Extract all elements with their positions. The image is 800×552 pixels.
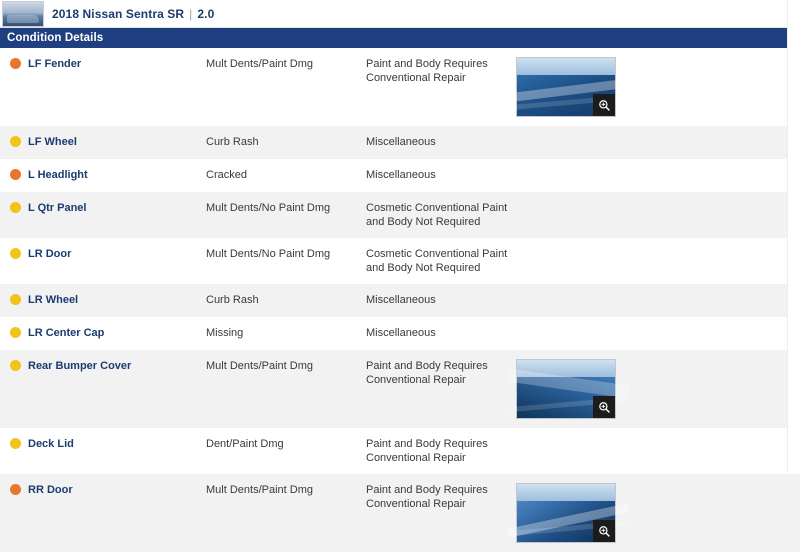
- repair-cell: [366, 284, 516, 317]
- part-cell: [28, 428, 206, 474]
- part-name-label: LR Center Cap: [28, 327, 105, 339]
- page-title: [52, 7, 214, 21]
- severity-cell: [0, 126, 28, 159]
- part-name-label: LR Door: [28, 248, 72, 260]
- severity-cell: [0, 159, 28, 192]
- damage-photo[interactable]: [516, 483, 616, 543]
- vehicle-header: [0, 0, 800, 28]
- table-row: [0, 350, 800, 428]
- damage-cell: [206, 350, 366, 428]
- damage-label: Mult Dents/Paint Dmg: [206, 58, 313, 70]
- table-row: [0, 192, 800, 238]
- condition-details-rows: [0, 48, 800, 552]
- repair-cell: [366, 48, 516, 126]
- part-name-label: LF Wheel: [28, 136, 77, 148]
- severity-cell: [0, 192, 28, 238]
- repair-label: Paint and Body Requires Conventional Repair: [366, 360, 488, 386]
- damage-photo[interactable]: [516, 359, 616, 419]
- table-row: [0, 238, 800, 284]
- severity-cell: [0, 48, 28, 126]
- part-cell: [28, 284, 206, 317]
- part-name-label: L Qtr Panel: [28, 202, 87, 214]
- severity-cell: [0, 428, 28, 474]
- photo-cell: [516, 350, 800, 428]
- severity-dot-icon: [10, 58, 21, 69]
- part-cell: [28, 474, 206, 552]
- photo-cell: [516, 284, 800, 317]
- part-cell: [28, 238, 206, 284]
- damage-label: Dent/Paint Dmg: [206, 438, 284, 450]
- severity-dot-icon: [10, 294, 21, 305]
- damage-cell: [206, 238, 366, 284]
- vehicle-trim-text: 2.0: [197, 6, 215, 21]
- photo-cell: [516, 428, 800, 474]
- severity-dot-icon: [10, 248, 21, 259]
- repair-cell: [366, 474, 516, 552]
- damage-cell: [206, 192, 366, 238]
- part-name-label: Rear Bumper Cover: [28, 360, 132, 372]
- magnifier-icon[interactable]: [593, 396, 615, 418]
- photo-cell: [516, 192, 800, 238]
- part-cell: [28, 317, 206, 350]
- damage-cell: [206, 284, 366, 317]
- damage-label: Mult Dents/No Paint Dmg: [206, 202, 331, 214]
- damage-label: Curb Rash: [206, 294, 259, 306]
- photo-cell: [516, 474, 800, 552]
- severity-dot-icon: [10, 360, 21, 371]
- scrollbar-gutter[interactable]: [787, 0, 800, 472]
- vehicle-thumbnail-image[interactable]: [2, 1, 44, 27]
- repair-cell: [366, 317, 516, 350]
- part-cell: [28, 350, 206, 428]
- severity-cell: [0, 474, 28, 552]
- repair-label: Paint and Body Requires Conventional Repair: [366, 484, 488, 510]
- table-row: [0, 474, 800, 552]
- part-cell: [28, 126, 206, 159]
- section-header-label: Condition Details: [7, 32, 104, 44]
- repair-label: Miscellaneous: [366, 327, 436, 339]
- severity-dot-icon: [10, 136, 21, 147]
- damage-label: Mult Dents/Paint Dmg: [206, 484, 313, 496]
- photo-cell: [516, 238, 800, 284]
- part-cell: [28, 48, 206, 126]
- part-cell: [28, 159, 206, 192]
- repair-label: Miscellaneous: [366, 294, 436, 306]
- magnifier-icon[interactable]: [593, 520, 615, 542]
- damage-label: Missing: [206, 327, 244, 339]
- repair-label: Paint and Body Requires Conventional Repair: [366, 58, 488, 84]
- damage-cell: [206, 159, 366, 192]
- vehicle-title-text: 2018 Nissan Sentra SR: [52, 6, 185, 21]
- repair-label: Cosmetic Conventional Paint and Body Not Required: [366, 202, 508, 228]
- table-row: [0, 126, 800, 159]
- damage-cell: [206, 48, 366, 126]
- damage-cell: [206, 317, 366, 350]
- severity-dot-icon: [10, 438, 21, 449]
- repair-label: Paint and Body Requires Conventional Repair: [366, 438, 488, 464]
- severity-dot-icon: [10, 327, 21, 338]
- repair-label: Miscellaneous: [366, 169, 436, 181]
- severity-dot-icon: [10, 484, 21, 495]
- part-name-label: LF Fender: [28, 58, 82, 70]
- title-separator: |: [189, 6, 193, 21]
- severity-dot-icon: [10, 202, 21, 213]
- severity-cell: [0, 284, 28, 317]
- photo-cell: [516, 126, 800, 159]
- damage-label: Cracked: [206, 169, 247, 181]
- severity-cell: [0, 238, 28, 284]
- photo-cell: [516, 48, 800, 126]
- damage-cell: [206, 126, 366, 159]
- photo-cell: [516, 159, 800, 192]
- table-row: [0, 284, 800, 317]
- damage-label: Curb Rash: [206, 136, 259, 148]
- part-name-label: Deck Lid: [28, 438, 74, 450]
- photo-cell: [516, 317, 800, 350]
- repair-label: Miscellaneous: [366, 136, 436, 148]
- magnifier-icon[interactable]: [593, 94, 615, 116]
- damage-label: Mult Dents/No Paint Dmg: [206, 248, 331, 260]
- part-name-label: L Headlight: [28, 169, 88, 181]
- damage-photo[interactable]: [516, 57, 616, 117]
- severity-cell: [0, 317, 28, 350]
- part-name-label: LR Wheel: [28, 294, 79, 306]
- damage-cell: [206, 428, 366, 474]
- repair-cell: [366, 126, 516, 159]
- repair-cell: [366, 159, 516, 192]
- severity-cell: [0, 350, 28, 428]
- table-row: [0, 48, 800, 126]
- repair-cell: [366, 350, 516, 428]
- section-header-condition-details: [0, 28, 800, 48]
- part-cell: [28, 192, 206, 238]
- part-name-label: RR Door: [28, 484, 73, 496]
- table-row: [0, 159, 800, 192]
- damage-label: Mult Dents/Paint Dmg: [206, 360, 313, 372]
- severity-dot-icon: [10, 169, 21, 180]
- repair-cell: [366, 192, 516, 238]
- repair-label: Cosmetic Conventional Paint and Body Not Required: [366, 248, 508, 274]
- table-row: [0, 317, 800, 350]
- condition-details-table: [0, 48, 800, 552]
- repair-cell: [366, 238, 516, 284]
- repair-cell: [366, 428, 516, 474]
- table-row: [0, 428, 800, 474]
- damage-cell: [206, 474, 366, 552]
